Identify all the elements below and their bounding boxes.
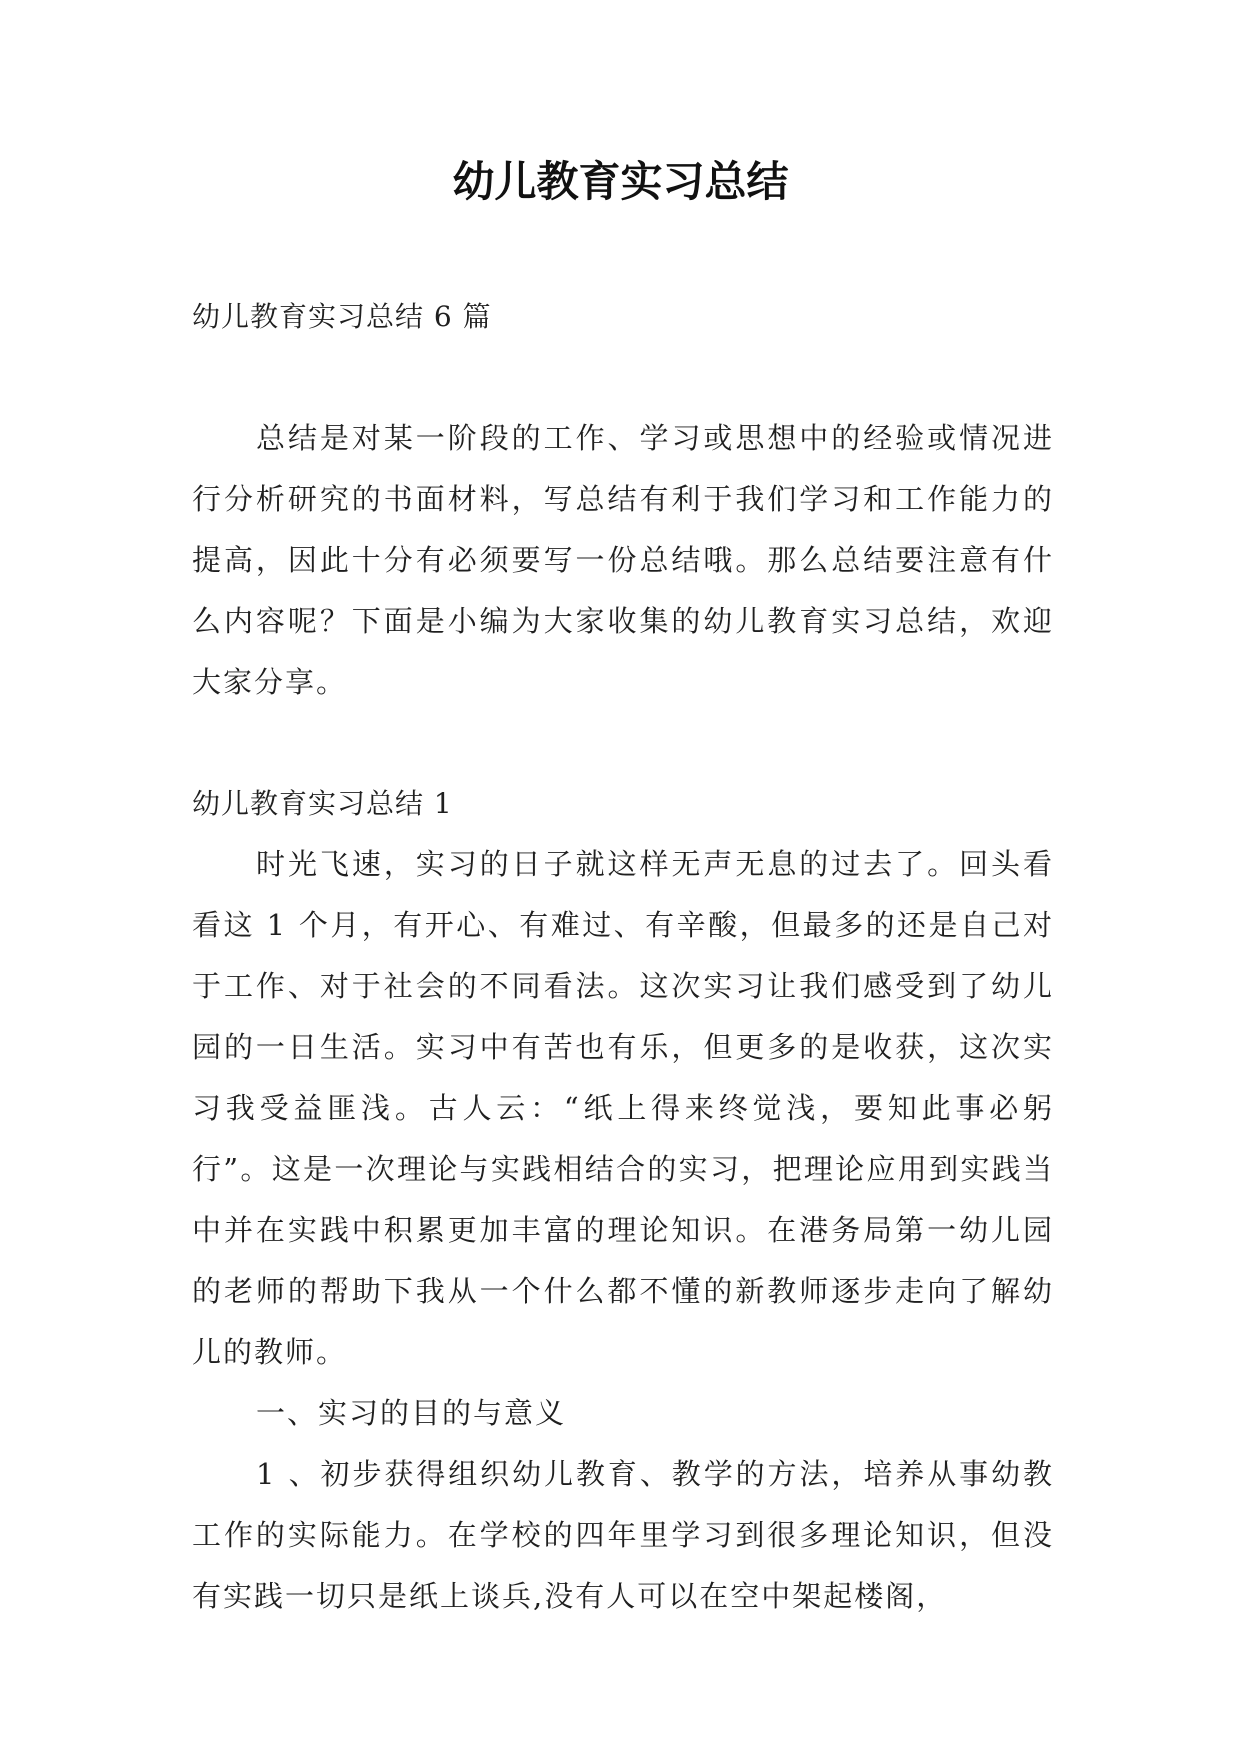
intro-paragraph: 总结是对某一阶段的工作、学习或思想中的经验或情况进行分析研究的书面材料，写总结有利于我们学习和工作能力的提高，因此十分有必须要写一份总结哦。那么总结要注意有什么内容呢？下面是小编为大家收集的幼儿教育实习总结，欢迎大家分享。 [192,421,1054,699]
section-heading: 幼儿教育实习总结 1 [192,787,453,820]
subsection-heading: 一、实习的目的与意义 [256,1396,567,1430]
document-subtitle: 幼儿教育实习总结 6 篇 [192,300,492,333]
document-title: 幼儿教育实习总结 [452,157,789,206]
document-body [192,286,1054,1627]
spacer [192,713,1054,773]
body-paragraph: 时光飞速，实习的日子就这样无声无息的过去了。回头看看这 1 个月，有开心、有难过、有辛酸，但最多的还是自己对于工作、对于社会的不同看法。这次实习让我们感受到了幼儿园的一日生活。实习中有苦也有乐，但更多的是收获，这次实习我受益匪浅。古人云：“纸上得来终觉浅，要知此事必躬行”。这是一次理论与实践相结合的实习，把理论应用到实践当中并在实践中积累更加丰富的理论知识。在港务局第一幼儿园的老师的帮助下我从一个什么都不懂的新教师逐步走向了解幼儿的教师。 [192,847,1054,1369]
spacer [192,347,1054,408]
body-paragraph: 1 、初步获得组织幼儿教育、教学的方法，培养从事幼教工作的实际能力。在学校的四年里学习到很多理论知识，但没有实践一切只是纸上谈兵,没有人可以在空中架起楼阁， [192,1457,1054,1613]
